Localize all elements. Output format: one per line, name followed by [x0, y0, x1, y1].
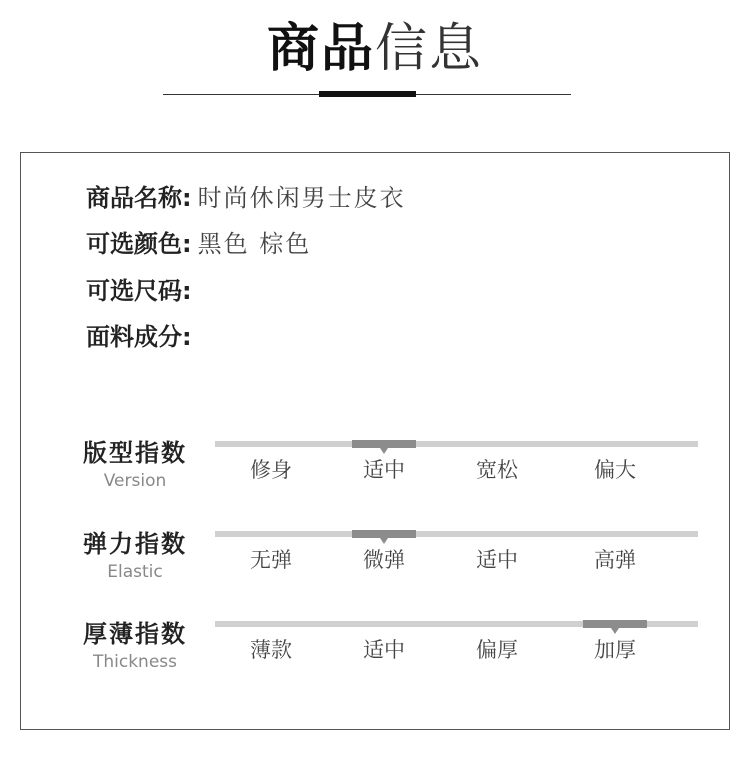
index-name-en: Elastic: [107, 562, 163, 582]
index-marker: [352, 440, 416, 448]
index-track-elastic: [215, 531, 698, 537]
index-option: 加厚: [594, 638, 636, 662]
index-name-en: Thickness: [92, 652, 178, 672]
index-option: 修身: [250, 458, 292, 482]
index-option: 偏大: [594, 458, 636, 482]
index-label-elastic: [76, 529, 194, 583]
index-option: 适中: [476, 548, 518, 572]
index-option: 适中: [363, 458, 405, 482]
index-label-version: [76, 438, 194, 492]
index-option: 高弹: [594, 548, 636, 572]
index-option: 微弹: [363, 548, 405, 572]
index-name-en: Version: [103, 471, 167, 491]
info-value: 时尚休闲男士皮衣: [197, 184, 406, 212]
index-marker: [352, 530, 416, 538]
page-title: [267, 14, 483, 84]
index-label-thickness: [76, 619, 194, 673]
index-name: 厚薄指数: [83, 620, 187, 648]
info-row-color: [86, 229, 311, 259]
index-marker: [583, 620, 647, 628]
info-label: 可选颜色:: [86, 230, 192, 258]
index-option: 无弹: [250, 548, 292, 572]
info-row-size: [86, 276, 198, 306]
index-track-version: [215, 441, 698, 447]
index-track-thickness: [215, 621, 698, 627]
title-light: 信息: [375, 19, 484, 79]
section-title: [0, 14, 750, 84]
index-option: 宽松: [476, 458, 518, 482]
index-option: 偏厚: [476, 638, 518, 662]
title-underline-accent: [319, 91, 416, 97]
index-option: 薄款: [250, 638, 292, 662]
index-option: 适中: [363, 638, 405, 662]
info-label: 商品名称:: [86, 184, 192, 212]
index-name: 版型指数: [83, 439, 187, 467]
info-value: 黑色 棕色: [197, 230, 312, 258]
info-row-material: [86, 322, 198, 352]
title-bold: 商品: [266, 19, 375, 79]
info-label: 面料成分:: [86, 323, 192, 351]
info-label: 可选尺码:: [86, 277, 192, 305]
info-row-name: [86, 183, 406, 213]
index-name: 弹力指数: [83, 530, 187, 558]
